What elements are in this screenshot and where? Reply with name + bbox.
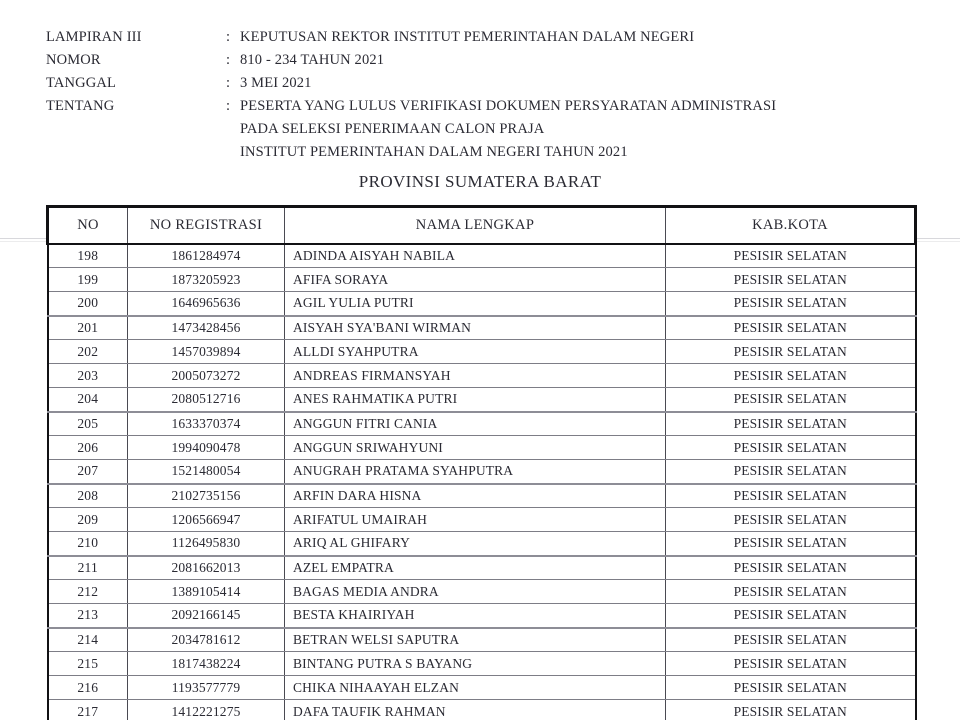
column-header-no: NO [48, 207, 128, 244]
cell-kabkota: PESISIR SELATAN [666, 364, 916, 388]
letterhead-row-nomor [46, 49, 846, 72]
letterhead-value-tentang: PESERTA YANG LULUS VERIFIKASI DOKUMEN PERSYARATAN ADMINISTRASI [240, 98, 777, 114]
letterhead-colon-nomor: : [226, 52, 231, 68]
cell-nama: BETRAN WELSI SAPUTRA [285, 628, 666, 652]
column-header-kabkota: KAB.KOTA [666, 207, 916, 244]
table-row [48, 460, 916, 484]
cell-no: 214 [48, 628, 128, 652]
table-row [48, 484, 916, 508]
cell-kabkota: PESISIR SELATAN [666, 580, 916, 604]
letterhead-row-tentang [46, 95, 846, 118]
table-row [48, 700, 916, 720]
cell-nama: CHIKA NIHAAYAH ELZAN [285, 676, 666, 700]
letterhead-value-tentang-line2: PADA SELEKSI PENERIMAAN CALON PRAJA [240, 121, 545, 137]
cell-registrasi: 2102735156 [128, 484, 285, 508]
cell-nama: ARIFATUL UMAIRAH [285, 508, 666, 532]
cell-no: 209 [48, 508, 128, 532]
letterhead-value-nomor: 810 - 234 TAHUN 2021 [240, 52, 385, 68]
column-header-registrasi: NO REGISTRASI [128, 207, 285, 244]
cell-no: 206 [48, 436, 128, 460]
cell-kabkota: PESISIR SELATAN [666, 508, 916, 532]
cell-registrasi: 2092166145 [128, 604, 285, 628]
table-body [48, 244, 916, 720]
cell-no: 199 [48, 268, 128, 292]
participants-table-wrapper [46, 205, 914, 720]
letterhead-colon-lampiran: : [226, 29, 231, 45]
cell-registrasi: 1193577779 [128, 676, 285, 700]
cell-registrasi: 1994090478 [128, 436, 285, 460]
table-row [48, 412, 916, 436]
letterhead-row-tanggal [46, 72, 846, 95]
cell-kabkota: PESISIR SELATAN [666, 604, 916, 628]
cell-registrasi: 1873205923 [128, 268, 285, 292]
cell-no: 198 [48, 244, 128, 268]
cell-registrasi: 2080512716 [128, 388, 285, 412]
cell-nama: BINTANG PUTRA S BAYANG [285, 652, 666, 676]
cell-kabkota: PESISIR SELATAN [666, 628, 916, 652]
cell-kabkota: PESISIR SELATAN [666, 676, 916, 700]
cell-nama: ALLDI SYAHPUTRA [285, 340, 666, 364]
cell-nama: BESTA KHAIRIYAH [285, 604, 666, 628]
cell-registrasi: 1206566947 [128, 508, 285, 532]
cell-registrasi: 1861284974 [128, 244, 285, 268]
cell-kabkota: PESISIR SELATAN [666, 460, 916, 484]
table-row [48, 676, 916, 700]
cell-no: 208 [48, 484, 128, 508]
cell-nama: ANUGRAH PRATAMA SYAHPUTRA [285, 460, 666, 484]
table-row [48, 508, 916, 532]
cell-no: 204 [48, 388, 128, 412]
cell-nama: AZEL EMPATRA [285, 556, 666, 580]
cell-kabkota: PESISIR SELATAN [666, 556, 916, 580]
cell-kabkota: PESISIR SELATAN [666, 316, 916, 340]
table-row [48, 364, 916, 388]
letterhead-row-lampiran [46, 26, 846, 49]
cell-nama: AGIL YULIA PUTRI [285, 292, 666, 316]
letterhead-colon-tanggal: : [226, 75, 231, 91]
letterhead-value-lampiran: KEPUTUSAN REKTOR INSTITUT PEMERINTAHAN DALAM NEGERI [240, 29, 695, 45]
cell-no: 217 [48, 700, 128, 720]
cell-no: 207 [48, 460, 128, 484]
cell-no: 212 [48, 580, 128, 604]
cell-no: 203 [48, 364, 128, 388]
cell-registrasi: 1126495830 [128, 532, 285, 556]
cell-nama: AFIFA SORAYA [285, 268, 666, 292]
cell-nama: ADINDA AISYAH NABILA [285, 244, 666, 268]
table-row [48, 628, 916, 652]
cell-nama: ANGGUN FITRI CANIA [285, 412, 666, 436]
cell-registrasi: 1817438224 [128, 652, 285, 676]
cell-nama: AISYAH SYA'BANI WIRMAN [285, 316, 666, 340]
letterhead-label-tentang: TENTANG [46, 98, 115, 114]
cell-kabkota: PESISIR SELATAN [666, 700, 916, 720]
letterhead-colon-tentang: : [226, 98, 231, 114]
cell-no: 205 [48, 412, 128, 436]
cell-registrasi: 1389105414 [128, 580, 285, 604]
province-title: PROVINSI SUMATERA BARAT [358, 172, 602, 191]
table-row [48, 244, 916, 268]
table-row [48, 580, 916, 604]
cell-kabkota: PESISIR SELATAN [666, 340, 916, 364]
cell-kabkota: PESISIR SELATAN [666, 484, 916, 508]
cell-kabkota: PESISIR SELATAN [666, 244, 916, 268]
letterhead [46, 26, 846, 164]
cell-kabkota: PESISIR SELATAN [666, 412, 916, 436]
cell-kabkota: PESISIR SELATAN [666, 388, 916, 412]
table-row [48, 652, 916, 676]
cell-no: 216 [48, 676, 128, 700]
cell-kabkota: PESISIR SELATAN [666, 652, 916, 676]
cell-nama: ARIQ AL GHIFARY [285, 532, 666, 556]
letterhead-label-tanggal: TANGGAL [46, 75, 116, 91]
letterhead-value-tentang-line3: INSTITUT PEMERINTAHAN DALAM NEGERI TAHUN 2021 [240, 144, 628, 160]
cell-nama: ANGGUN SRIWAHYUNI [285, 436, 666, 460]
table-row [48, 556, 916, 580]
cell-kabkota: PESISIR SELATAN [666, 268, 916, 292]
letterhead-label-nomor: NOMOR [46, 52, 101, 68]
cell-registrasi: 2034781612 [128, 628, 285, 652]
cell-no: 200 [48, 292, 128, 316]
column-header-nama: NAMA LENGKAP [285, 207, 666, 244]
cell-registrasi: 1521480054 [128, 460, 285, 484]
table-row [48, 316, 916, 340]
cell-kabkota: PESISIR SELATAN [666, 292, 916, 316]
cell-nama: BAGAS MEDIA ANDRA [285, 580, 666, 604]
cell-registrasi: 1473428456 [128, 316, 285, 340]
cell-no: 210 [48, 532, 128, 556]
letterhead-row-tentang-line3 [46, 141, 846, 164]
table-header-row [48, 207, 916, 244]
table-row [48, 292, 916, 316]
letterhead-row-tentang-line2 [46, 118, 846, 141]
cell-no: 215 [48, 652, 128, 676]
cell-registrasi: 2081662013 [128, 556, 285, 580]
table-row [48, 268, 916, 292]
letterhead-value-tanggal: 3 MEI 2021 [240, 75, 312, 91]
table-row [48, 604, 916, 628]
table-row [48, 388, 916, 412]
letterhead-label-lampiran: LAMPIRAN III [46, 29, 142, 45]
table-header [48, 207, 916, 244]
cell-registrasi: 1412221275 [128, 700, 285, 720]
cell-kabkota: PESISIR SELATAN [666, 532, 916, 556]
cell-no: 213 [48, 604, 128, 628]
cell-no: 211 [48, 556, 128, 580]
cell-registrasi: 1457039894 [128, 340, 285, 364]
cell-registrasi: 1646965636 [128, 292, 285, 316]
table-row [48, 436, 916, 460]
cell-nama: ANDREAS FIRMANSYAH [285, 364, 666, 388]
cell-registrasi: 2005073272 [128, 364, 285, 388]
table-row [48, 532, 916, 556]
cell-kabkota: PESISIR SELATAN [666, 436, 916, 460]
cell-nama: ANES RAHMATIKA PUTRI [285, 388, 666, 412]
cell-nama: DAFA TAUFIK RAHMAN [285, 700, 666, 720]
cell-no: 202 [48, 340, 128, 364]
cell-nama: ARFIN DARA HISNA [285, 484, 666, 508]
participants-table [46, 205, 917, 720]
cell-no: 201 [48, 316, 128, 340]
table-row [48, 340, 916, 364]
cell-registrasi: 1633370374 [128, 412, 285, 436]
